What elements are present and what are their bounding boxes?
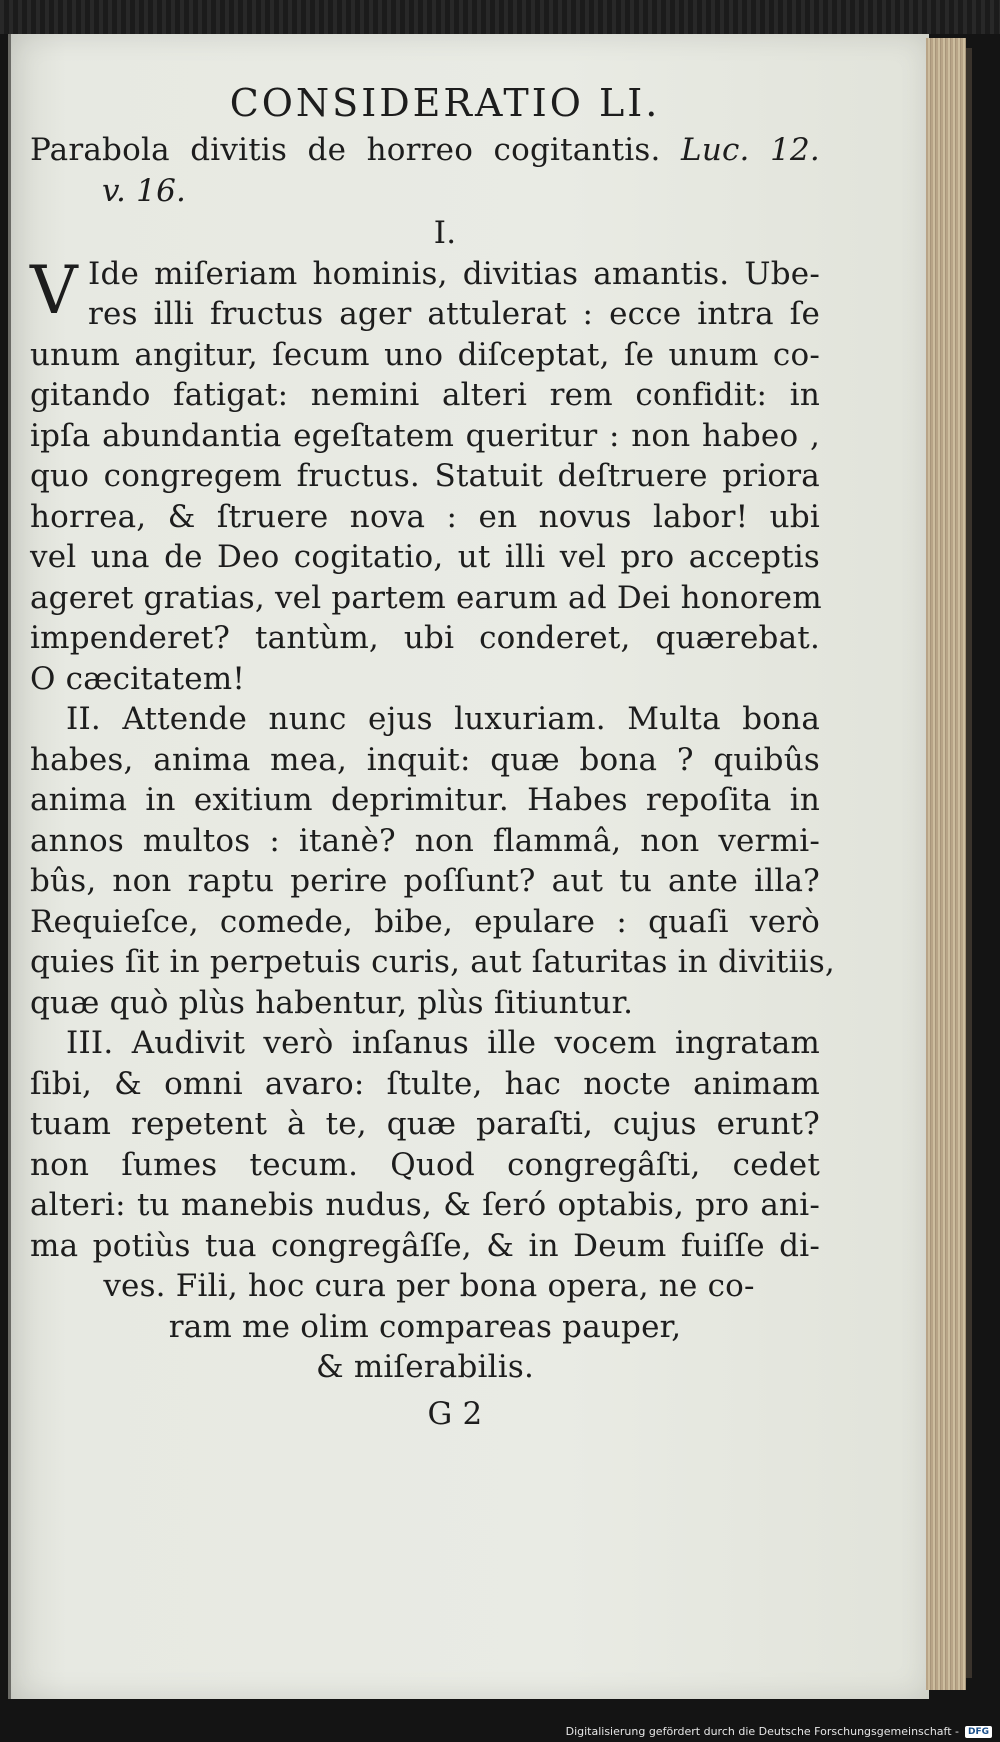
- text-line: ageret gratias, vel partem earum ad Dei honorem: [30, 579, 822, 616]
- text-line: quæ quò plùs habentur, plùs ſitiuntur.: [30, 984, 634, 1021]
- scan-background-top: [0, 0, 1000, 34]
- closing-lines: [30, 1266, 820, 1388]
- subtitle: [30, 130, 820, 171]
- text-line: unum angitur, ſecum uno diſceptat, ſe unum co-: [30, 336, 820, 373]
- footer-text: Digitalisierung gefördert durch die Deutsche Forschungsgemeinschaft -: [565, 1725, 959, 1738]
- text-line: alteri: tu manebis nudus, & ſeró optabis, pro ani-: [30, 1187, 820, 1223]
- text-line: gitando fatigat: nemini alteri rem confidit: in: [30, 377, 820, 413]
- text-line: ipſa abundantia egeſtatem queritur : non habeo ,: [30, 417, 820, 454]
- text-line: III. Audivit verò inſanus ille vocem ingratam: [66, 1025, 820, 1061]
- text-line: ves. Fili, hoc cura per bona opera, ne co-: [103, 1268, 755, 1304]
- text-line: anima in exitium deprimitur. Habes repoſita in: [30, 782, 820, 818]
- page-text: [30, 80, 835, 1434]
- text-line: Ide miſeriam hominis, divitias amantis. Ube-: [88, 255, 820, 292]
- subtitle-reference: Luc. 12.: [681, 132, 820, 168]
- text-line: ſibi, & omni avaro: ſtulte, hac nocte animam: [30, 1065, 820, 1102]
- section-numeral-1: I.: [433, 215, 457, 251]
- subtitle-text: Parabola divitis de horreo cogitantis.: [30, 132, 661, 168]
- text-line: vel una de Deo cogitatio, ut illi vel pro acceptis: [30, 539, 820, 575]
- text-line: bûs, non raptu perire poſſunt? aut tu ante illa?: [30, 863, 820, 899]
- drop-cap: V: [30, 251, 78, 329]
- subtitle-verse: v. 16.: [102, 172, 187, 209]
- text-line: annos multos : itanè? non flammâ, non vermi-: [30, 822, 820, 859]
- book-cover-edge: [966, 48, 972, 1678]
- paragraph-1: [30, 251, 822, 700]
- text-line: O cæcitatem!: [30, 660, 246, 697]
- page-title: CONSIDERATIO LI.: [229, 81, 661, 125]
- text-line: II. Attende nunc ejus luxuriam. Multa bona: [66, 701, 820, 737]
- text-line: & miſerabilis.: [315, 1349, 535, 1385]
- page-fore-edge: [926, 38, 966, 1690]
- text-line: horrea, & ſtruere nova : en novus labor! ubi: [30, 498, 820, 535]
- text-line: habes, anima mea, inquit: quæ bona ? quibûs: [30, 741, 820, 778]
- text-line: non ſumes tecum. Quod congregâſti, cedet: [30, 1146, 820, 1183]
- text-line: ma potiùs tua congregâſſe, & in Deum fuiſſe di-: [30, 1227, 820, 1264]
- paragraph-2: [30, 699, 835, 1023]
- text-line: tuam repetent à te, quæ paraſti, cujus erunt?: [30, 1106, 820, 1142]
- text-line: res illi fructus ager attulerat : ecce intra ſe: [88, 296, 820, 332]
- text-line: impenderet? tantùm, ubi conderet, quærebat.: [30, 620, 820, 656]
- dfg-logo: DFG: [965, 1726, 992, 1738]
- text-line: ram me olim compareas pauper,: [168, 1308, 682, 1345]
- paragraph-3: [30, 1023, 820, 1266]
- digitization-footer: [566, 1725, 992, 1738]
- text-line: Requieſce, comede, bibe, epulare : quaſi verò: [30, 903, 820, 940]
- text-line: quies ſit in perpetuis curis, aut ſaturitas in divitiis,: [30, 944, 835, 980]
- text-line: quo congregem fructus. Statuit deſtruere priora: [30, 458, 820, 494]
- signature-mark: G 2: [427, 1395, 483, 1432]
